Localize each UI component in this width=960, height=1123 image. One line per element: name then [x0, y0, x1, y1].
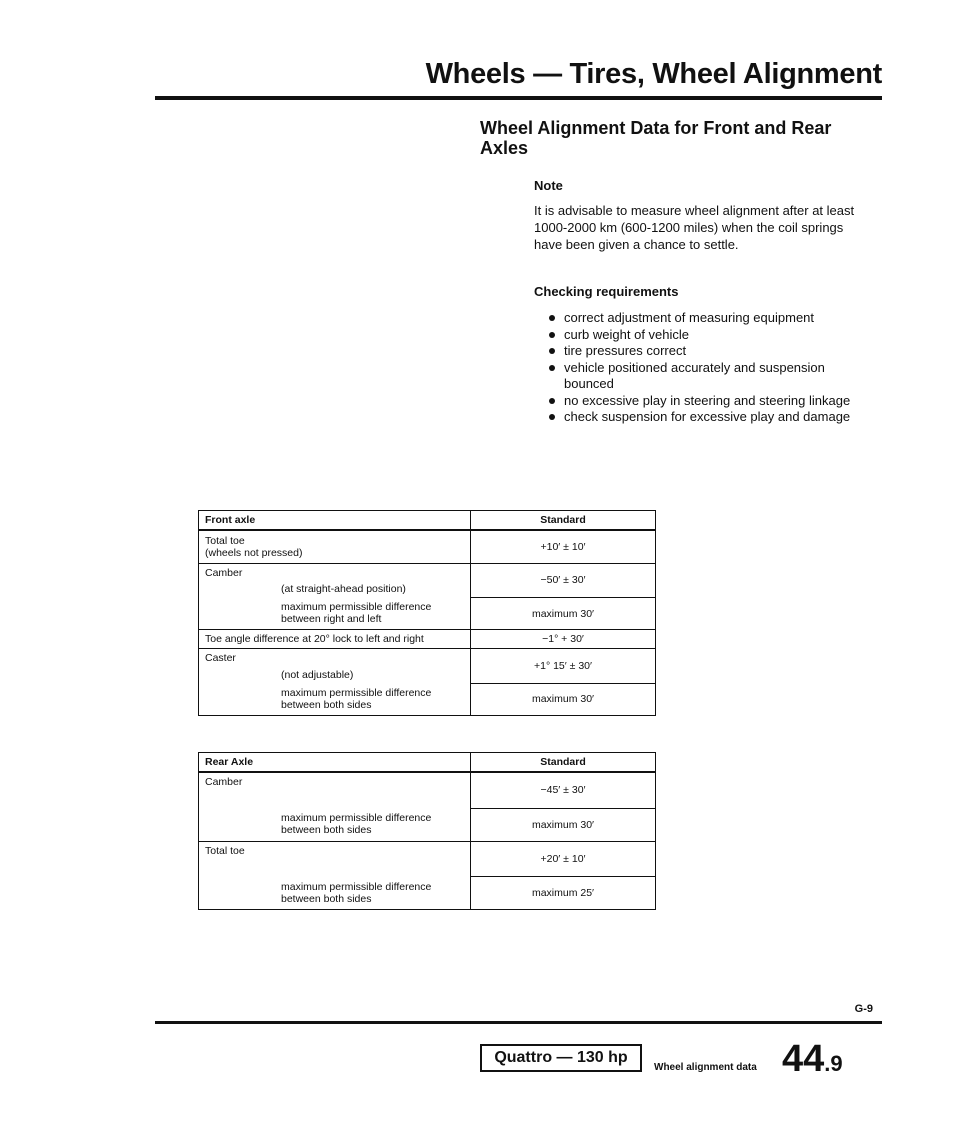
bullet-icon [549, 332, 555, 338]
page-header-title: Wheels — Tires, Wheel Alignment [425, 58, 882, 90]
caster-value: +1° 15′ ± 30′ [471, 649, 656, 684]
requirement-text: correct adjustment of measuring equipment [564, 310, 815, 325]
rear-total-toe-difference-value: maximum 25′ [471, 877, 656, 910]
rear-camber-value: −45′ ± 30′ [471, 772, 656, 808]
bullet-icon [549, 365, 555, 371]
note-heading: Note [534, 178, 563, 193]
table-header-row [199, 753, 656, 773]
front-axle-table [198, 510, 656, 716]
section-title: Wheel Alignment Data for Front and Rear Axles [480, 118, 832, 158]
rear-total-toe-value: +20′ ± 10′ [471, 841, 656, 877]
list-item [549, 393, 869, 410]
bullet-icon [549, 315, 555, 321]
total-toe-sublabel: (wheels not pressed) [205, 546, 303, 559]
rear-total-toe-label: Total toe [199, 841, 471, 859]
list-item [549, 327, 869, 344]
table-header-row [199, 511, 656, 531]
page-number-sub: .9 [824, 1051, 843, 1076]
front-axle-header: Front axle [199, 511, 471, 531]
note-text: It is advisable to measure wheel alignment after at least 1000-2000 km (600-1200 miles) when the coil springs have been given a chance to settle. [534, 203, 855, 252]
requirements-list [549, 310, 869, 426]
rear-camber-spacer [199, 790, 471, 808]
requirement-text: curb weight of vehicle [564, 326, 690, 342]
total-toe-value: +10′ ± 10′ [471, 530, 656, 563]
standard-header: Standard [471, 511, 656, 531]
list-item [549, 343, 869, 360]
rear-axle-header: Rear Axle [199, 753, 471, 773]
requirement-text: check suspension for excessive play and damage [564, 409, 851, 424]
table-row [199, 649, 656, 667]
rear-total-toe-spacer [199, 859, 471, 877]
standard-header: Standard [471, 753, 656, 773]
page-code: G-9 [854, 1003, 873, 1015]
table-row [199, 563, 656, 581]
model-badge: Quattro — 130 hp [480, 1044, 642, 1072]
page-number-main: 44 [782, 1038, 825, 1080]
table-row [199, 598, 656, 630]
camber-difference-value: maximum 30′ [471, 598, 656, 630]
caster-difference-label: maximum permissible difference between both sides [199, 683, 471, 715]
rear-axle-table [198, 752, 656, 910]
camber-sublabel: (at straight-ahead position) [199, 581, 471, 598]
rear-total-toe-difference-label: maximum permissible difference between both sides [199, 877, 471, 910]
table-row [199, 808, 656, 841]
list-item [549, 310, 869, 327]
total-toe-label: Total toe [205, 534, 245, 547]
toe-angle-label: Toe angle difference at 20° lock to left and right [199, 630, 471, 649]
rear-camber-difference-label: maximum permissible difference between both sides [199, 808, 471, 841]
checking-requirements-heading: Checking requirements [534, 284, 679, 299]
footer-section-label: Wheel alignment data [654, 1062, 757, 1073]
list-item [549, 360, 869, 393]
bullet-icon [549, 414, 555, 420]
caster-sublabel: (not adjustable) [199, 666, 471, 683]
page-number [782, 1038, 843, 1081]
table-row [199, 683, 656, 715]
table-row [199, 630, 656, 649]
camber-label: Camber [199, 563, 471, 581]
rear-camber-difference-value: maximum 30′ [471, 808, 656, 841]
table-row [199, 530, 656, 563]
bullet-icon [549, 398, 555, 404]
total-toe-cell [199, 530, 471, 563]
caster-difference-value: maximum 30′ [471, 683, 656, 715]
footer-rule [155, 1021, 882, 1024]
table-row [199, 841, 656, 859]
requirement-text: tire pressures correct [564, 343, 687, 358]
header-rule [155, 96, 882, 100]
rear-camber-label: Camber [199, 772, 471, 790]
camber-difference-label: maximum permissible difference between right and left [199, 598, 471, 630]
table-row [199, 772, 656, 790]
table-row [199, 877, 656, 910]
caster-label: Caster [199, 649, 471, 667]
list-item [549, 409, 869, 426]
bullet-icon [549, 348, 555, 354]
camber-value: −50′ ± 30′ [471, 563, 656, 598]
requirement-text: vehicle positioned accurately and suspension bounced [564, 359, 825, 391]
requirement-text: no excessive play in steering and steering linkage [564, 392, 851, 408]
toe-angle-value: −1° + 30′ [471, 630, 656, 649]
